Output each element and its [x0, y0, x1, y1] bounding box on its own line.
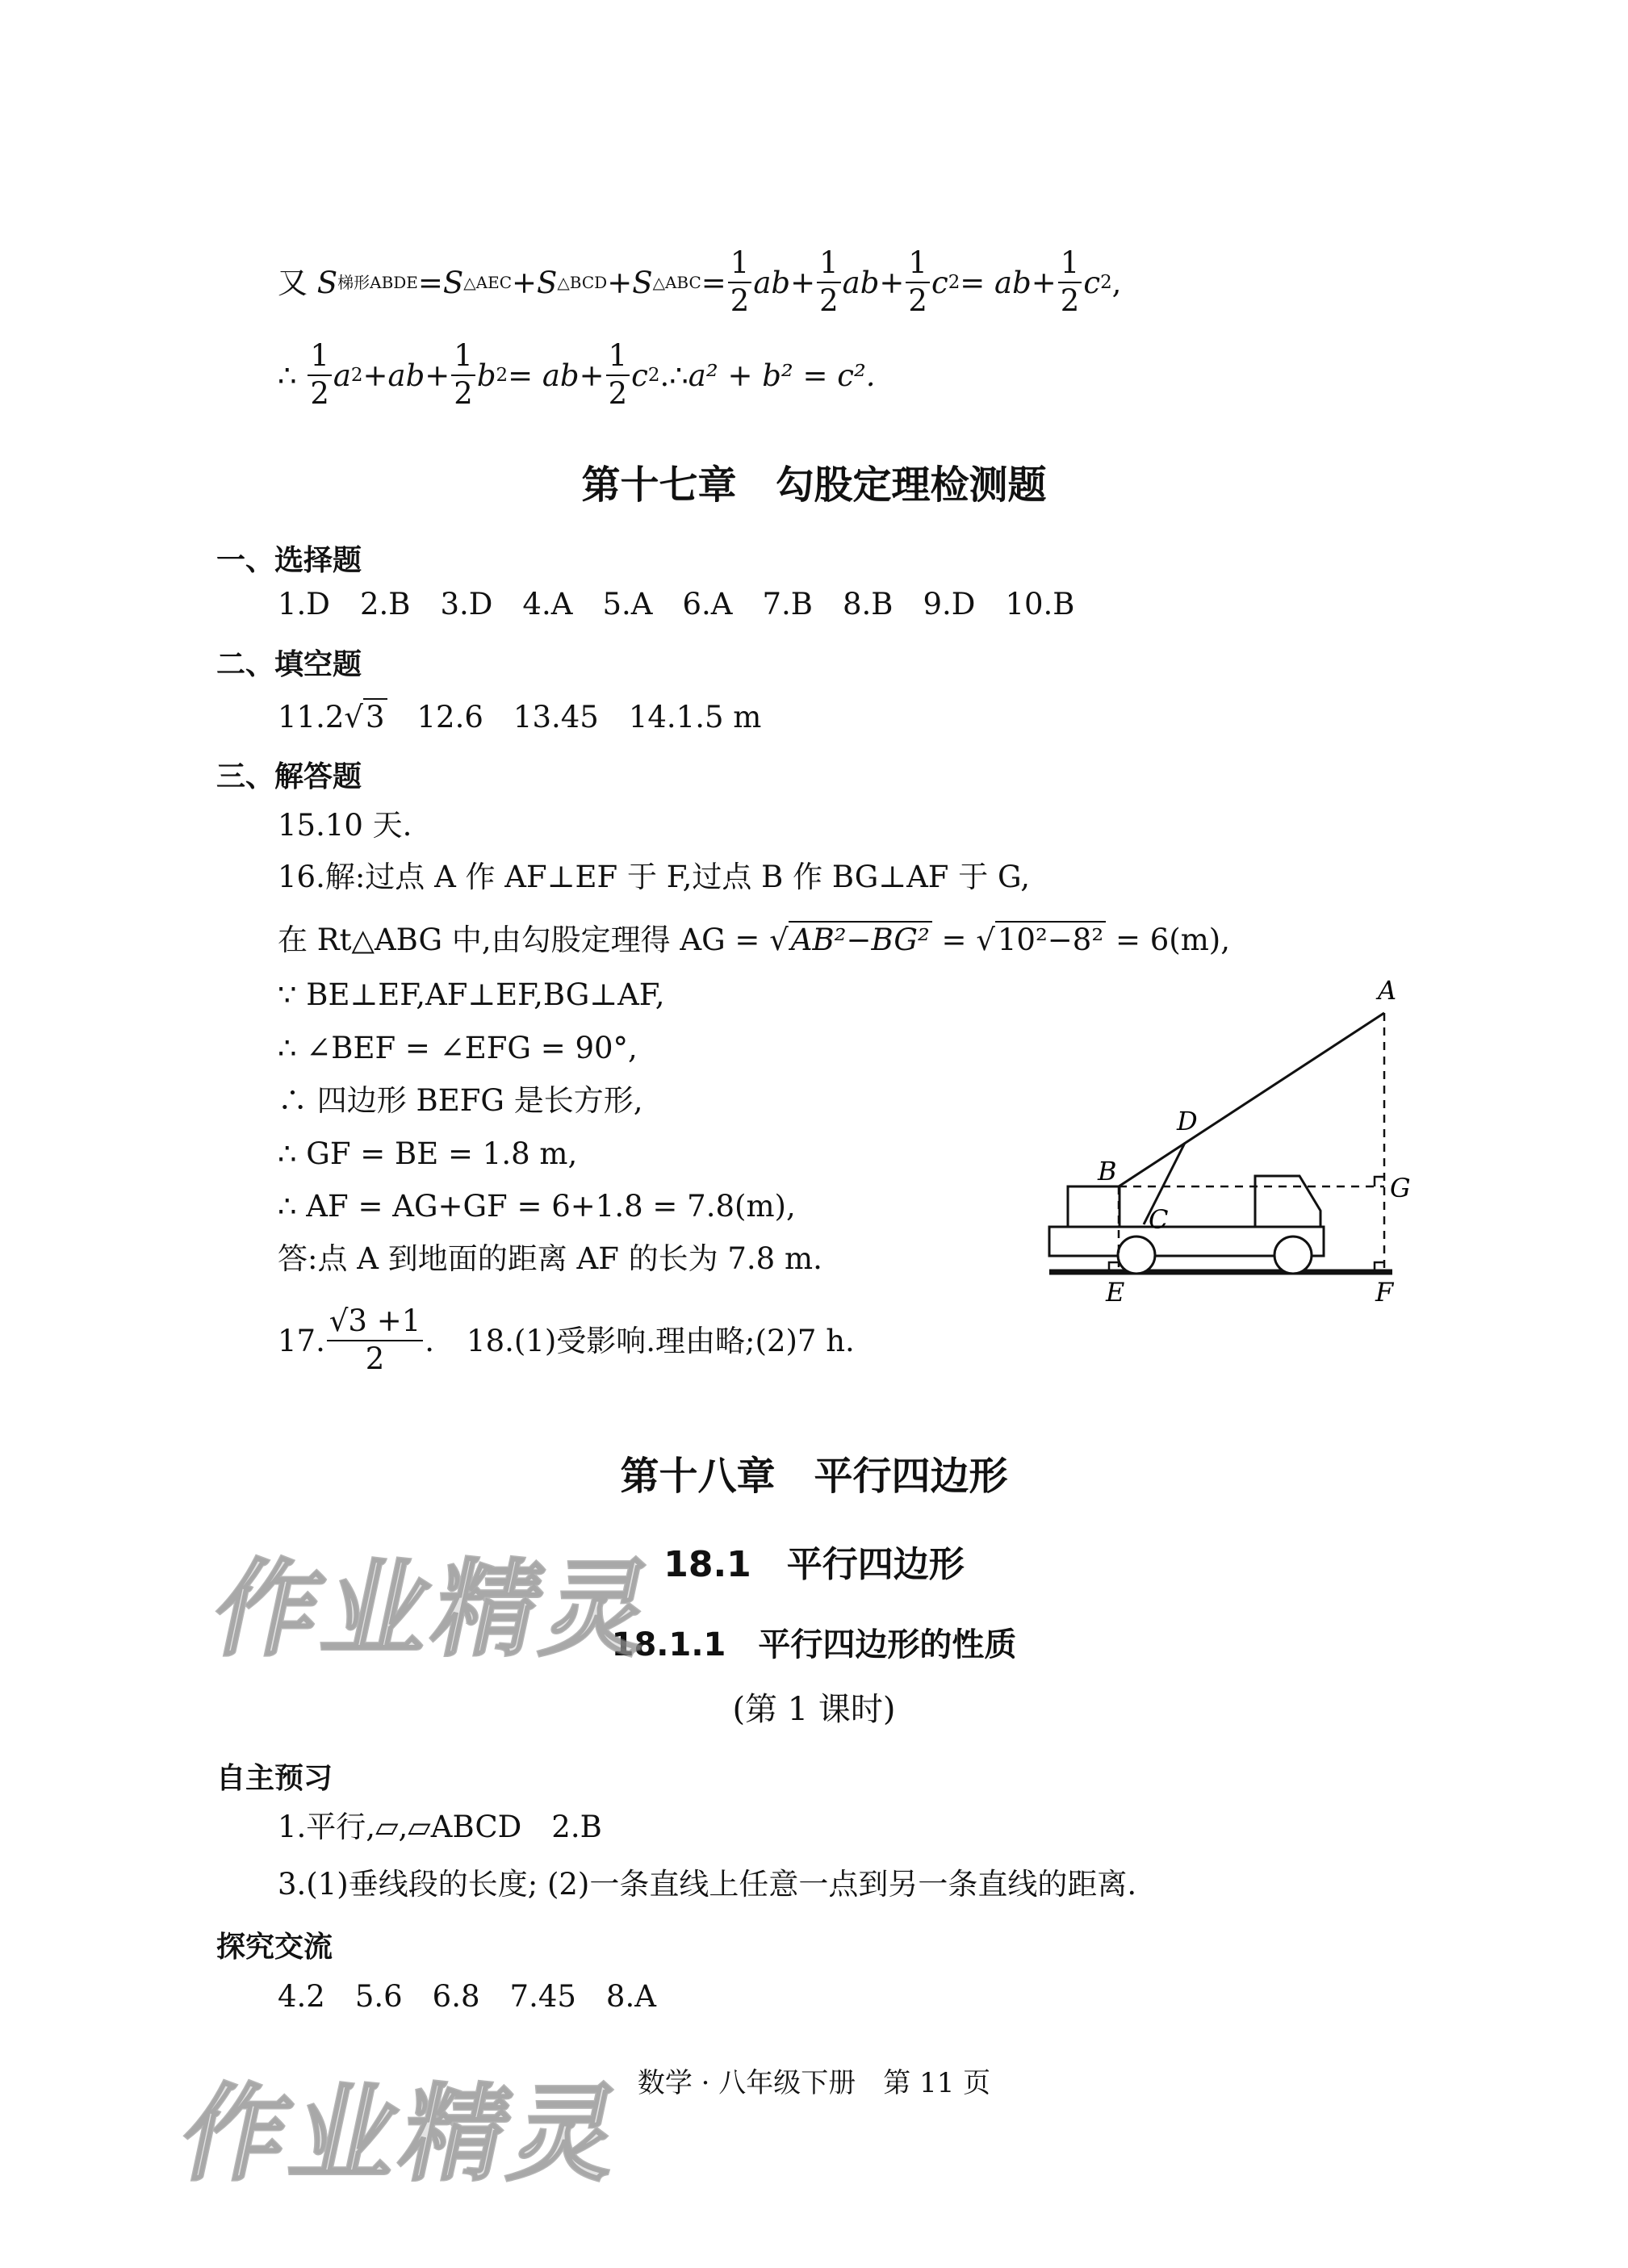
- watermark-middle: 作业精灵: [203, 1548, 668, 1671]
- term-c: c: [631, 358, 648, 393]
- term-ab: ab: [842, 265, 880, 300]
- fraction-half: $\frac{1}{2}$: [308, 341, 332, 410]
- q16-line-1: 16.解:过点 A 作 AF⊥EF 于 F,过点 B 作 BG⊥AF 于 G,: [278, 860, 1030, 894]
- pythagorean-conclusion: a² + b² = c².: [688, 358, 876, 393]
- crane-truck-figure: [1033, 969, 1437, 1324]
- q17-fraction: [327, 1303, 423, 1376]
- section-18-1-title: 18.1 平行四边形: [663, 1544, 965, 1585]
- label-C: C: [1149, 1204, 1169, 1235]
- q16-radicand-1: AB²−BG²: [789, 921, 932, 957]
- section-fill-title: 二、填空题: [216, 648, 362, 681]
- q15-answer: 15.10 天.: [278, 808, 412, 843]
- q16-line-5: ∴ 四边形 BEFG 是长方形,: [278, 1083, 643, 1118]
- fill-answers: [278, 702, 761, 732]
- q16-line-8: 答:点 A 到地面的距离 AF 的长为 7.8 m.: [278, 1241, 822, 1276]
- q16-radicand-2: 10²−8²: [995, 921, 1106, 957]
- preview-line-2: 3.(1)垂线段的长度; (2)一条直线上任意一点到另一条直线的距离.: [278, 1867, 1137, 1902]
- fraction-half: $\frac{1}{2}$: [606, 341, 630, 410]
- q18-answer: 18.(1)受影响.理由略;(2)7 h.: [467, 1323, 855, 1358]
- lesson-label: (第 1 课时): [732, 1691, 896, 1728]
- truck-front-wheel: [1274, 1237, 1312, 1274]
- q16-line-3: ∵ BE⊥EF,AF⊥EF,BG⊥AF,: [278, 977, 665, 1012]
- sqrt-icon: √: [769, 923, 789, 957]
- area-symbol: S: [537, 265, 558, 300]
- square-exponent: 2: [948, 271, 960, 293]
- q16-line-4: ∴ ∠BEF = ∠EFG = 90°,: [278, 1031, 638, 1065]
- q16-line-7: ∴ AF = AG+GF = 6+1.8 = 7.8(m),: [278, 1189, 796, 1224]
- plus-sign: +: [879, 265, 905, 300]
- page-footer: 数学 · 八年级下册 第 11 页: [637, 2067, 991, 2099]
- section-solve-title: 三、解答题: [216, 760, 362, 793]
- term-a: a: [333, 358, 351, 393]
- square-exponent: 2: [350, 364, 363, 386]
- plus-sign: +: [607, 265, 633, 300]
- plus-sign: +: [790, 265, 816, 300]
- fill-answer-11-prefix: 11.2: [278, 700, 345, 734]
- label-A: A: [1378, 975, 1397, 1006]
- proof-prefix: 又: [278, 265, 308, 300]
- plus-ab-plus: +ab+: [362, 358, 450, 393]
- explore-title: 探究交流: [216, 1931, 333, 1964]
- label-E: E: [1106, 1277, 1125, 1308]
- therefore-symbol: ∴: [278, 358, 297, 393]
- equals-sign: =: [701, 265, 726, 300]
- explore-answers: 4.2 5.6 6.8 7.45 8.A: [278, 1979, 656, 2014]
- fill-answer-11-radicand: 3: [363, 698, 387, 734]
- square-exponent: 2: [647, 364, 660, 386]
- fill-answers-rest: 12.6 13.45 14.1.5 m: [387, 700, 762, 734]
- choice-answers: 1.D 2.B 3.D 4.A 5.A 6.A 7.B 8.B 9.D 10.B: [278, 587, 1075, 621]
- q16-line-6: ∴ GF = BE = 1.8 m,: [278, 1136, 578, 1171]
- term-c: c: [931, 265, 948, 300]
- label-D: D: [1177, 1106, 1198, 1136]
- q17-dot: .: [425, 1323, 435, 1358]
- q17-prefix: 17.: [278, 1323, 325, 1358]
- abc-subscript: △ABC: [652, 273, 701, 292]
- label-G: G: [1390, 1173, 1411, 1203]
- equals-ab-plus: = ab+: [508, 358, 605, 393]
- proof-line-2: [278, 335, 876, 416]
- aec-subscript: △AEC: [463, 273, 513, 292]
- preview-title: 自主预习: [216, 1762, 333, 1795]
- watermark-bottom: 作业精灵: [170, 2073, 636, 2195]
- q16-line-2: [278, 925, 1230, 955]
- term-c: c: [1083, 265, 1101, 300]
- fraction-half: $\frac{1}{2}$: [906, 248, 930, 317]
- section-18-1-1-title: 18.1.1 平行四边形的性质: [611, 1626, 1017, 1663]
- sqrt-icon: √: [976, 923, 995, 957]
- area-symbol: S: [442, 265, 464, 300]
- crane-arm-BA: [1119, 1013, 1384, 1186]
- q17-numerator: √3 +1: [327, 1306, 423, 1341]
- q16-line-2-end: = 6(m),: [1106, 923, 1230, 957]
- square-exponent: 2: [496, 364, 508, 386]
- area-symbol: S: [316, 265, 338, 300]
- truck-cab: [1255, 1176, 1320, 1227]
- sqrt-icon: √: [344, 700, 363, 734]
- bcd-subscript: △BCD: [557, 273, 608, 292]
- chapter17-title: 第十七章 勾股定理检测题: [581, 462, 1047, 508]
- plus-sign: +: [512, 265, 538, 300]
- comma: ,: [1111, 265, 1122, 300]
- q16-line-2-prefix: 在 Rt△ABG 中,由勾股定理得 AG =: [278, 923, 770, 957]
- fraction-half: $\frac{1}{2}$: [817, 248, 841, 317]
- term-b: b: [476, 358, 496, 393]
- section-choice-title: 一、选择题: [216, 544, 362, 577]
- preview-line-1: 1.平行,▱,▱ABCD 2.B: [278, 1810, 602, 1844]
- fraction-half: $\frac{1}{2}$: [451, 341, 475, 410]
- truck-rear-wheel: [1118, 1237, 1155, 1274]
- chapter18-title: 第十八章 平行四边形: [620, 1454, 1008, 1499]
- equals-sign: =: [417, 265, 443, 300]
- fraction-half: $\frac{1}{2}$: [728, 248, 752, 317]
- trapezoid-subscript: 梯形ABDE: [337, 273, 418, 292]
- q17-q18-line: [278, 1296, 855, 1385]
- term-ab: ab: [753, 265, 791, 300]
- therefore-symbol: .∴: [659, 358, 688, 393]
- truck-rear-box: [1068, 1186, 1120, 1227]
- area-symbol: S: [632, 265, 653, 300]
- label-F: F: [1375, 1277, 1394, 1308]
- label-B: B: [1098, 1156, 1117, 1186]
- q17-denominator: 2: [365, 1341, 385, 1376]
- equals-ab-plus: = ab+: [960, 265, 1057, 300]
- equals-sign: =: [931, 923, 977, 957]
- fraction-half: $\frac{1}{2}$: [1058, 248, 1082, 317]
- right-angle-G: [1375, 1177, 1384, 1186]
- square-exponent: 2: [1100, 271, 1112, 293]
- proof-line-1: [278, 242, 1121, 323]
